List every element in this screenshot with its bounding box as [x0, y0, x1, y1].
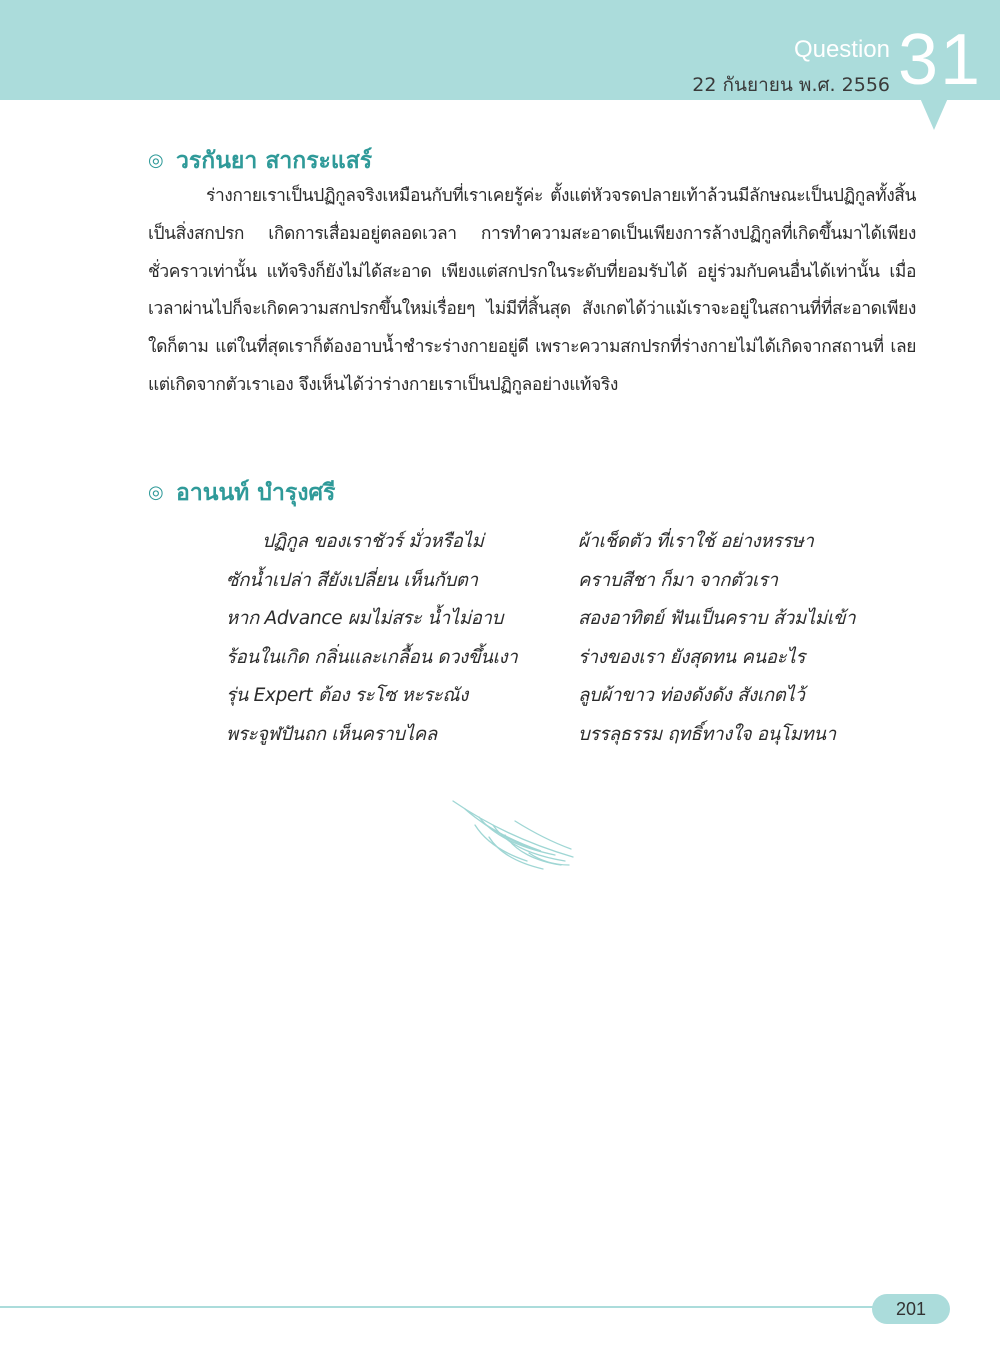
feather-icon	[445, 795, 580, 875]
poem-line: รุ่น Expert ต้อง ระโซ หะระณัง	[226, 685, 468, 707]
author-name: วรกันยา สากระแสร์	[176, 148, 373, 174]
section-heading-1	[148, 143, 372, 179]
bullet-icon: ◎	[148, 482, 164, 503]
poem-line: ซักน้ำเปล่า สียังเปลี่ยน เห็นกับตา	[226, 569, 478, 591]
paragraph-text: ร่างกายเราเป็นปฏิกูลจริงเหมือนกับที่เราเคยรู้ค่ะ ตั้งแต่หัวจรดปลายเท้าล้วนมีลักษณะเป็นปฏิกูลทั้งสิ้น เป็นสิ่งสกปรก เกิดการเสื่อมอยู่ตลอดเวลา การทำความสะอาดเป็นเพียงการล้างปฏิกูลที่เกิดขึ้นมาได้เพียงชั่วคราวเท่านั้น แท้จริงก็ยังไม่ได้สะอาด เพียงแต่สกปรกในระดับที่ยอมรับได้ อยู่ร่วมกับคนอื่นได้เท่านั้น เมื่อเวลาผ่านไปก็จะเกิดความสกปรกขึ้นใหม่เรื่อยๆ ไม่มีที่สิ้นสุด สังเกตได้ว่าแม้เราจะอยู่ในสถานที่ที่สะอาดเพียงใดก็ตาม แต่ในที่สุดเราก็ต้องอาบน้ำชำระร่างกายอยู่ดี เพราะความสกปรกที่ร่างกายไม่ได้เกิดจากสถานที่ เลยแต่เกิดจากตัวเราเอง จึงเห็นได้ว่าร่างกายเราเป็นปฏิกูลอย่างแท้จริง	[148, 186, 916, 395]
footer-rule	[0, 1306, 880, 1308]
question-number: 31	[898, 20, 983, 100]
section-heading-2	[148, 475, 335, 511]
poem-line: คราบสีชา ก็มา จากตัวเรา	[578, 569, 778, 591]
author-name: อานนท์ บำรุงศรี	[176, 480, 336, 506]
header-tab-marker	[920, 98, 948, 130]
question-label: Question	[793, 36, 890, 63]
poem-line: ร้อนในเกิด กลิ่นและเกลื้อน ดวงขึ้นเงา	[226, 646, 518, 668]
poem-line: พระจูฬปันถก เห็นคราบไคล	[226, 723, 437, 745]
page-number: 201	[872, 1294, 950, 1324]
poem-line: ผ้าเช็ดตัว ที่เราใช้ อย่างหรรษา	[578, 531, 814, 552]
bullet-icon: ◎	[148, 150, 164, 171]
poem-line: ลูบผ้าขาว ท่องดังดัง สังเกตไว้	[578, 685, 805, 707]
poem-left-column	[226, 523, 517, 755]
poem-line: หาก Advance ผมไม่สระ น้ำไม่อาบ	[226, 608, 504, 630]
poem-line: บรรลุธรรม ฤทธิ์ทางใจ อนุโมทนา	[578, 723, 836, 745]
poem-line: สองอาทิตย์ ฟันเป็นคราบ ส้วมไม่เข้า	[578, 608, 856, 630]
poem-right-column	[578, 523, 855, 755]
question-date: 22 กันยายน พ.ศ. 2556	[692, 74, 890, 96]
poem-line: ร่างของเรา ยังสุดทน คนอะไร	[578, 646, 805, 668]
answer-paragraph	[148, 178, 916, 405]
poem-line: ปฏิกูล ของเราชัวร์ มั่วหรือไม่	[262, 531, 484, 552]
